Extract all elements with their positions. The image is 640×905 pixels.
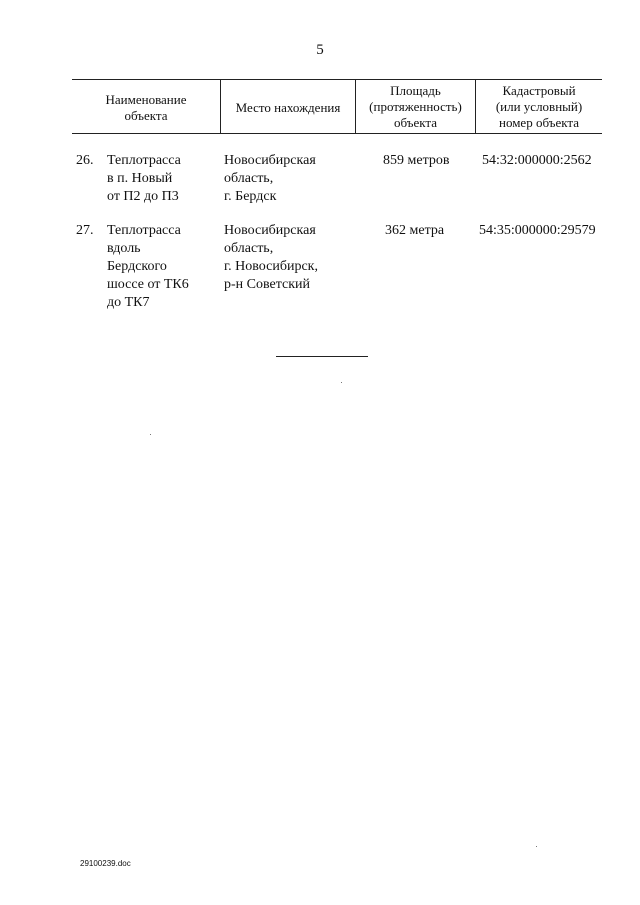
header-name: Наименование объекта <box>105 92 187 123</box>
row-cadastral: 54:35:000000:29579 <box>479 223 596 238</box>
footer-file-name: 29100239.doc <box>80 859 131 868</box>
table-top-rule <box>72 79 602 80</box>
row-number: 27. <box>76 223 94 238</box>
header-area: Площадь (протяженность) объекта <box>369 83 462 130</box>
scan-speck <box>150 434 151 435</box>
page-number: 5 <box>316 42 324 58</box>
header-location: Место нахождения <box>235 100 341 115</box>
row-area: 859 метров <box>383 153 450 168</box>
row-location: Новосибирская область, г. Новосибирск, р-н Советский <box>224 223 318 292</box>
end-of-list-line <box>276 356 368 357</box>
row-name: Теплотрасса вдоль Бердского шоссе от ТК6 до ТК7 <box>107 223 189 310</box>
scan-speck <box>341 382 342 383</box>
row-number: 26. <box>76 153 94 168</box>
row-location: Новосибирская область, г. Бердск <box>224 153 316 204</box>
row-cadastral: 54:32:000000:2562 <box>482 153 592 168</box>
scan-speck <box>536 846 537 847</box>
row-name: Теплотрасса в п. Новый от П2 до П3 <box>107 153 181 204</box>
row-area: 362 метра <box>385 223 445 238</box>
header-cadastral: Кадастровый (или условный) номер объекта <box>495 83 583 130</box>
table-header-rule <box>72 133 602 134</box>
